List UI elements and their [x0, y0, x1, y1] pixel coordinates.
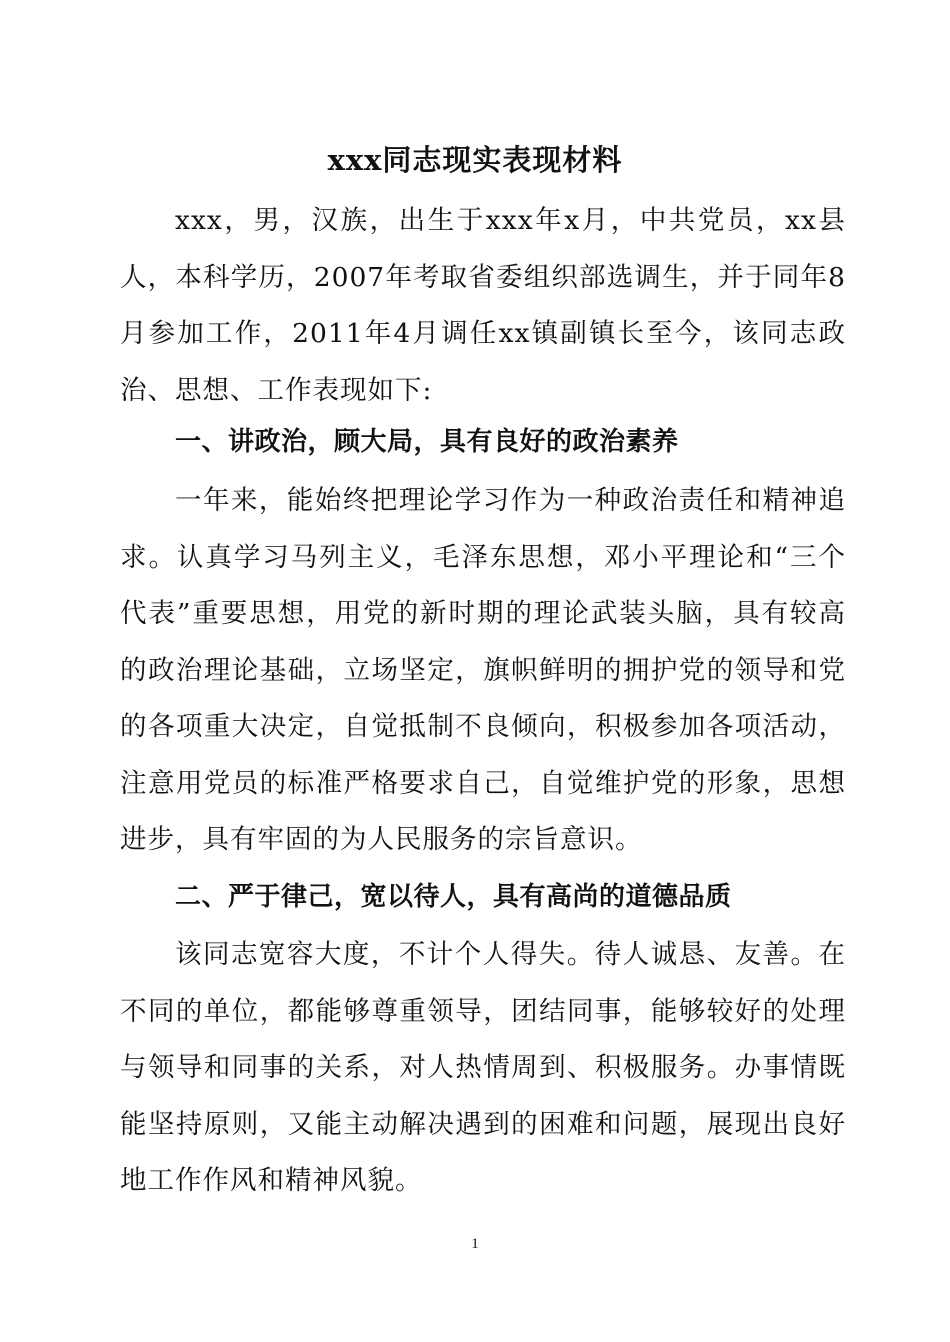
- document-title: xxx同志现实表现材料: [327, 143, 623, 177]
- page-number: 1: [471, 1236, 479, 1252]
- section-heading-1: 一、讲政治，顾大局，具有良好的政治素养: [175, 427, 679, 457]
- section-heading-2: 二、严于律己，宽以待人，具有高尚的道德品质: [175, 882, 732, 912]
- section-body-2: 该同志宽容大度，不计个人得失。待人诚恳、友善。在不同的单位，都能够尊重领导，团结同事，能够较好的处理与领导和同事的关系，对人热情周到、积极服务。办事情既能坚持原则，又能主动解决遇到的困难和问题，展现出良好地工作作风和精神风貌。: [120, 939, 846, 1196]
- intro-paragraph: xxx，男，汉族，出生于xxx年x月，中共党员，xx县人，本科学历，2007年考取省委组织部选调生，并于同年8月参加工作，2011年4月调任xx镇副镇长至今，该同志政治、思想、工作表现如下:: [120, 205, 846, 406]
- section-body-1: 一年来，能始终把理论学习作为一种政治责任和精神追求。认真学习马列主义，毛泽东思想，邓小平理论和“三个代表”重要思想，用党的新时期的理论武装头脑，具有较高的政治理论基础，立场坚定，旗帜鲜明的拥护党的领导和党的各项重大决定，自觉抵制不良倾向，积极参加各项活动，注意用党员的标准严格要求自己，自觉维护党的形象，思想进步，具有牢固的为人民服务的宗旨意识。: [120, 485, 846, 855]
